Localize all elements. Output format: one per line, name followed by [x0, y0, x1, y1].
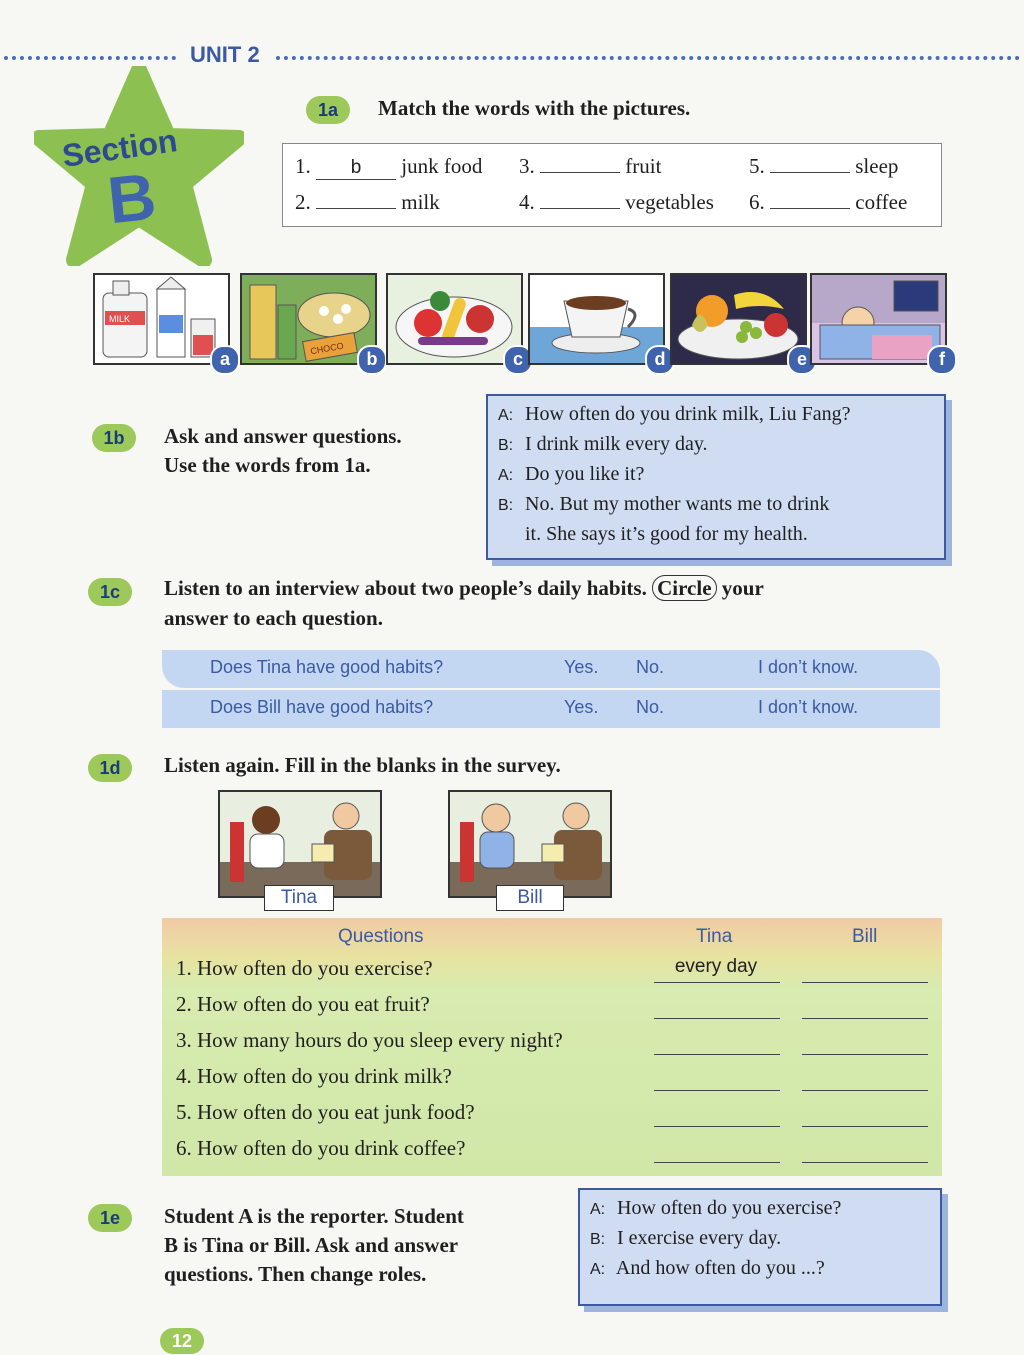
picture-vegetables: [386, 273, 523, 369]
answer-blank-6[interactable]: [770, 208, 850, 209]
interview-tina-icon: [220, 792, 380, 896]
answer-blank-1[interactable]: b: [316, 157, 396, 180]
instruction-1d: Listen again. Fill in the blanks in the survey.: [164, 753, 561, 777]
match-item-1: 1. b junk food: [295, 154, 483, 178]
badge-1b: 1b: [92, 424, 136, 452]
instruction-1b-line2: Use the words from 1a.: [164, 453, 371, 477]
survey-question: 4. How often do you drink milk?: [176, 1064, 452, 1088]
dialog-box-1b: [486, 394, 946, 560]
match-item-3: 3. fruit: [519, 154, 662, 178]
interview-bill-icon: [450, 792, 610, 896]
word-match-box: [282, 143, 942, 227]
circle-word: Circle: [652, 575, 716, 601]
answer-blank-5[interactable]: [770, 172, 850, 173]
match-item-2: 2. milk: [295, 190, 440, 214]
picture-letter-c: c: [503, 345, 533, 375]
survey-question: 2. How often do you eat fruit?: [176, 992, 430, 1016]
dialog-line: A: How often do you exercise?: [590, 1197, 842, 1219]
habit-question: Does Tina have good habits?: [210, 657, 444, 677]
option-no[interactable]: No.: [636, 697, 665, 717]
picture-bill: [448, 790, 612, 898]
blank-bill-4[interactable]: [802, 1090, 928, 1091]
badge-1a: 1a: [306, 96, 350, 124]
option-dont-know[interactable]: I don’t know.: [758, 697, 859, 717]
instruction-1e-line2: B is Tina or Bill. Ask and answer: [164, 1233, 459, 1257]
picture-letter-e: e: [787, 345, 817, 375]
survey-question: 5. How often do you eat junk food?: [176, 1100, 475, 1124]
section-letter: B: [104, 158, 160, 238]
unit-title: UNIT 2: [190, 42, 260, 67]
header-bill: Bill: [852, 926, 878, 947]
blank-tina-1[interactable]: [654, 982, 780, 983]
header-questions: Questions: [338, 926, 424, 947]
habit-question: Does Bill have good habits?: [210, 697, 434, 717]
milk-icon: [95, 275, 228, 363]
section-word: Section: [59, 122, 180, 174]
picture-milk: [93, 273, 230, 369]
instruction-1c-line1: Listen to an interview about two people’s daily habits. Circle your: [164, 576, 764, 600]
instruction-1e-line3: questions. Then change roles.: [164, 1262, 427, 1286]
picture-letter-b: b: [357, 345, 387, 375]
dialog-line: A: How often do you drink milk, Liu Fang?: [498, 403, 851, 425]
option-yes[interactable]: Yes.: [564, 657, 599, 677]
coffee-icon: [530, 275, 663, 363]
instruction-1c-line2: answer to each question.: [164, 606, 383, 630]
blank-bill-5[interactable]: [802, 1126, 928, 1127]
survey-question: 3. How many hours do you sleep every night?: [176, 1028, 563, 1052]
picture-fruit: [670, 273, 807, 369]
blank-tina-3[interactable]: [654, 1054, 780, 1055]
blank-tina-2[interactable]: [654, 1018, 780, 1019]
survey-table: [162, 918, 942, 1176]
dialog-line: it. She says it’s good for my health.: [525, 523, 808, 545]
blank-tina-4[interactable]: [654, 1090, 780, 1091]
option-no[interactable]: No.: [636, 657, 665, 677]
picture-letter-d: d: [645, 345, 675, 375]
junk-food-icon: [242, 275, 375, 363]
instruction-1a: Match the words with the pictures.: [378, 96, 691, 120]
dialog-line: B: I drink milk every day.: [498, 433, 708, 455]
header-dots-right: [276, 56, 1020, 60]
answer-tina-1[interactable]: every day: [674, 956, 758, 977]
dialog-line: B: No. But my mother wants me to drink: [498, 493, 830, 515]
blank-tina-5[interactable]: [654, 1126, 780, 1127]
match-item-6: 6. coffee: [749, 190, 908, 214]
blank-bill-3[interactable]: [802, 1054, 928, 1055]
dialog-line: A: Do you like it?: [498, 463, 645, 485]
badge-1d: 1d: [88, 754, 132, 782]
picture-coffee: [528, 273, 666, 369]
dialog-line: B: I exercise every day.: [590, 1227, 782, 1249]
milk-jug-label: MILK: [109, 314, 131, 324]
habit-question-row-tina: [162, 650, 940, 688]
header-tina: Tina: [696, 926, 733, 947]
fruit-icon: [672, 275, 805, 363]
answer-blank-2[interactable]: [316, 208, 396, 209]
name-tag-bill: Bill: [496, 885, 564, 911]
dialog-line: A: And how often do you ...?: [590, 1257, 825, 1279]
option-dont-know[interactable]: I don’t know.: [758, 657, 859, 677]
answer-blank-4[interactable]: [540, 208, 620, 209]
page-number: 12: [160, 1328, 204, 1354]
blank-bill-1[interactable]: [802, 982, 928, 983]
header-dots-left: [4, 56, 176, 60]
dialog-box-1e: [578, 1188, 942, 1306]
survey-question: 6. How often do you drink coffee?: [176, 1136, 466, 1160]
picture-letter-f: f: [927, 345, 957, 375]
badge-1c: 1c: [88, 578, 132, 606]
picture-sleep: [810, 273, 947, 369]
picture-tina: [218, 790, 382, 898]
match-item-4: 4. vegetables: [519, 190, 714, 214]
habit-question-row-bill: [162, 690, 940, 728]
survey-question: 1. How often do you exercise?: [176, 956, 433, 980]
sleep-icon: [812, 275, 945, 363]
answer-blank-3[interactable]: [540, 172, 620, 173]
choco-label: CHOCO: [309, 340, 345, 357]
blank-bill-2[interactable]: [802, 1018, 928, 1019]
instruction-1e-line1: Student A is the reporter. Student: [164, 1204, 464, 1228]
instruction-1b-line1: Ask and answer questions.: [164, 424, 402, 448]
option-yes[interactable]: Yes.: [564, 697, 599, 717]
picture-junk-food: [240, 273, 378, 369]
picture-letter-a: a: [210, 345, 240, 375]
name-tag-tina: Tina: [264, 885, 334, 911]
blank-tina-6[interactable]: [654, 1162, 780, 1163]
match-item-5: 5. sleep: [749, 154, 899, 178]
vegetables-icon: [388, 275, 521, 363]
badge-1e: 1e: [88, 1204, 132, 1232]
blank-bill-6[interactable]: [802, 1162, 928, 1163]
